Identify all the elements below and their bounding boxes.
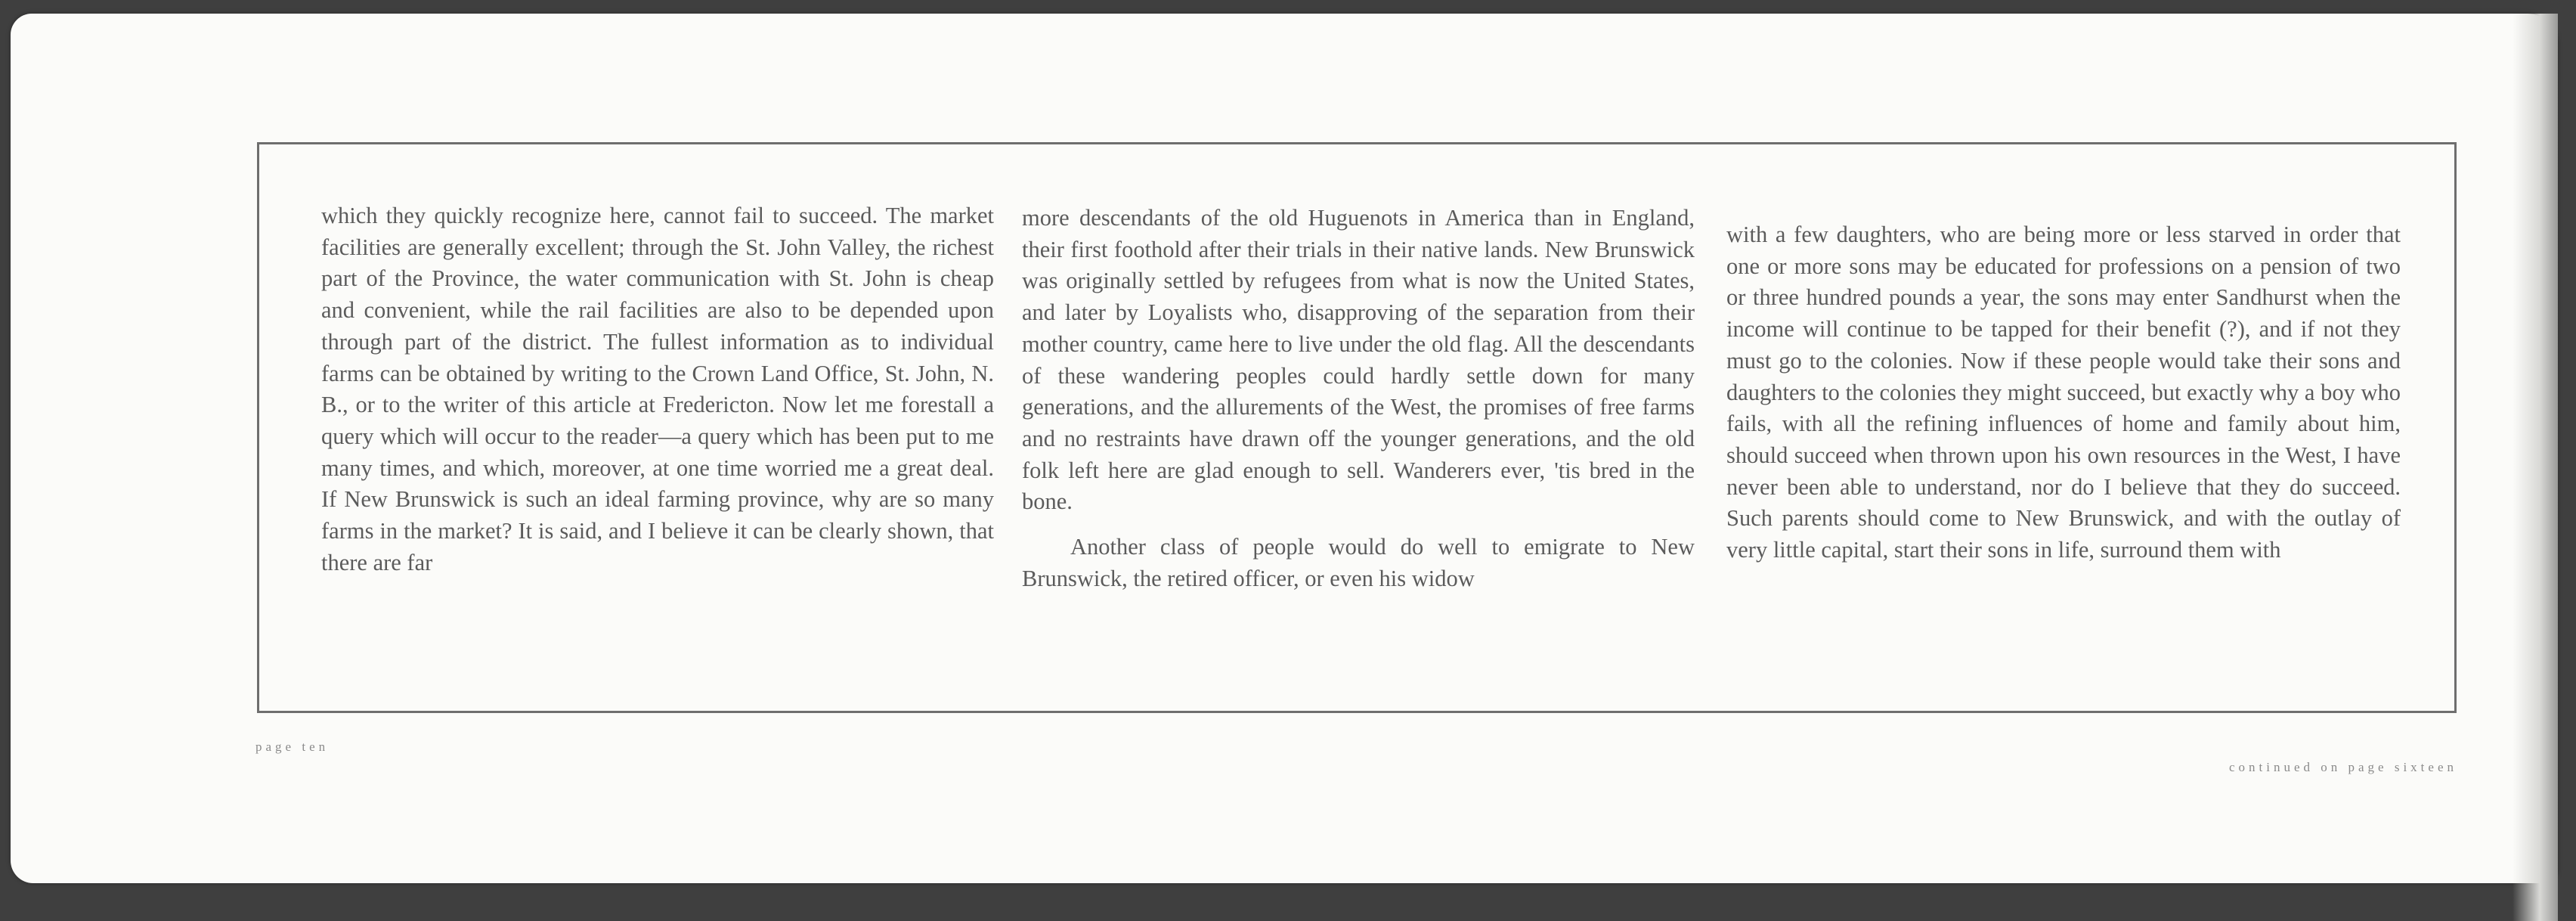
column-3-paragraph-1: with a few daughters, who are being more or less starved in order that one or more sons may be educated for professions on a pension of two or three hundred pounds a year, the sons may enter Sandhurst when the income will continue to be tapped for their benefit (?), and if not they must go to the colonies. Now if these people would take their sons and daughters to the colonies they might succeed, but exactly why a boy who fails, with all the refining influences of home and family about him, should succeed when thrown upon his own resources in the West, I have never been able to understand, nor do I believe that they do succeed. Such parents should come to New Brunswick, and with the outlay of very little capital, start their sons in life, surround them with — [1726, 222, 2401, 563]
page-number-folio: page ten — [255, 740, 330, 754]
text-column-2 — [1022, 203, 1695, 594]
continuation-folio: continued on page sixteen — [2228, 760, 2457, 774]
page-curl-shadow — [2513, 14, 2558, 921]
column-2-paragraph-1: more descendants of the old Huguenots in America than in England, their first foothold after their trials in their native lands. New Brunswick was originally settled by refugees from what is now the United States, and later by Loyalists who, disapproving of the separation from their mother country, came here to live under the old flag. All the descendants of these wandering peoples could hardly settle down for many generations, and the allurements of the West, the promises of free farms and no restraints have drawn off the younger generations, and the old folk left here are glad enough to sell. Wanderers ever, 'tis bred in the bone. — [1022, 205, 1695, 515]
text-column-3 — [1726, 219, 2401, 566]
text-column-1 — [321, 200, 994, 578]
column-1-paragraph-1: which they quickly recognize here, cannot fail to succeed. The market facilities are generally excellent; through the St. John Valley, the richest part of the Province, the water communication with St. John is cheap and convenient, while the rail facilities are also to be depended upon through part of the district. The fullest information as to individual farms can be obtained by writing to the Crown Land Office, St. John, N. B., or to the writer of this article at Fredericton. Now let me forestall a query which will occur to the reader—a query which has been put to me many times, and which, moreover, at one time worried me a great deal. If New Brunswick is such an ideal farming province, why are so many farms in the market? It is said, and I believe it can be clearly shown, that there are far — [321, 203, 994, 575]
column-2-paragraph-2: Another class of people would do well to emigrate to New Brunswick, the retired officer, or even his widow — [1022, 534, 1695, 591]
